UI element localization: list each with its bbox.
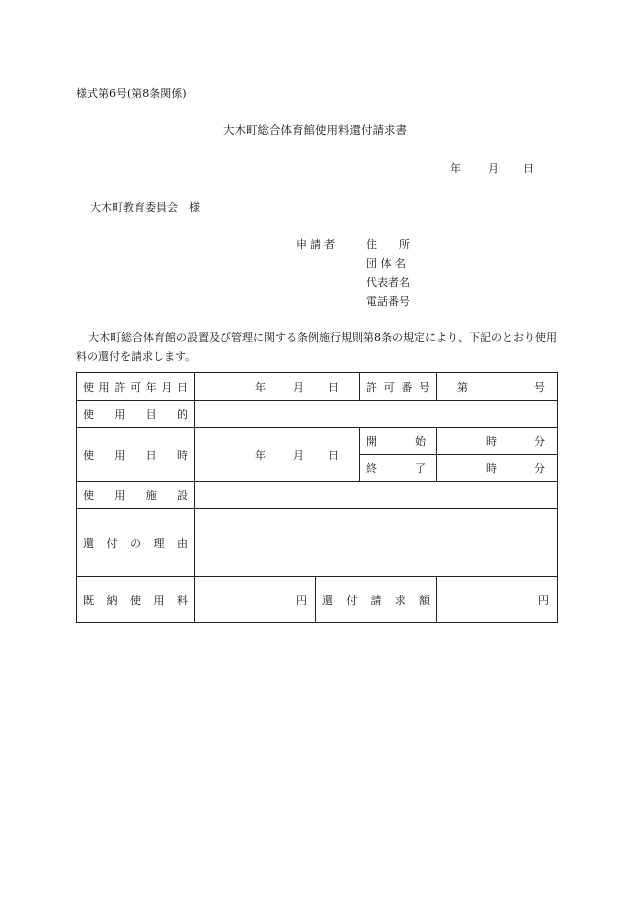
start-time-field[interactable] xyxy=(437,428,558,455)
permit-date-field[interactable] xyxy=(195,373,360,401)
document-title: 大木町総合体育館使用料還付請求書 xyxy=(223,123,407,137)
usage-date-day: 日 xyxy=(328,448,339,462)
permit-number-suffix: 号 xyxy=(534,380,545,394)
applicant-representative-label: 代表者名 xyxy=(366,276,410,289)
end-label: 終了 xyxy=(360,455,437,482)
usage-date-month: 月 xyxy=(293,448,304,462)
purpose-label: 使用目的 xyxy=(77,401,195,428)
applicant-address-label: 住 所 xyxy=(366,238,410,251)
permit-date-month: 月 xyxy=(293,380,304,394)
permit-number-field[interactable] xyxy=(437,373,558,401)
reason-row xyxy=(77,509,558,577)
permit-date-label: 使用許可年月日 xyxy=(77,373,195,401)
end-minute: 分 xyxy=(534,462,545,475)
date-day-label: 日 xyxy=(523,162,534,175)
reason-field[interactable] xyxy=(195,509,558,577)
usage-datetime-label: 使用日時 xyxy=(77,428,195,482)
facility-row xyxy=(77,482,558,509)
refund-form-table xyxy=(76,372,558,623)
applicant-phone-label: 電話番号 xyxy=(366,295,410,308)
date-year-label: 年 xyxy=(450,162,461,175)
date-month-label: 月 xyxy=(488,162,499,175)
purpose-field[interactable] xyxy=(195,401,558,428)
start-hour: 時 xyxy=(486,435,497,448)
fee-row xyxy=(77,577,558,623)
refund-amount-yen: 円 xyxy=(538,593,549,607)
usage-date-field[interactable] xyxy=(195,428,360,482)
paid-fee-field[interactable] xyxy=(195,577,316,623)
paid-fee-yen: 円 xyxy=(296,593,307,607)
request-statement: 大木町総合体育館の設置及び管理に関する条例施行規則第8条の規定により、下記のとおり使用料の還付を請求します。 xyxy=(76,331,557,363)
end-hour: 時 xyxy=(486,462,497,475)
start-label: 開始 xyxy=(360,428,437,455)
facility-field[interactable] xyxy=(195,482,558,509)
usage-date-year: 年 xyxy=(255,448,266,462)
recipient: 大木町教育委員会 様 xyxy=(90,201,200,214)
refund-amount-field[interactable] xyxy=(437,577,558,623)
refund-amount-label: 還付請求額 xyxy=(316,577,437,623)
permit-number-prefix: 第 xyxy=(457,380,468,394)
permit-date-day: 日 xyxy=(328,380,339,394)
permit-date-year: 年 xyxy=(255,380,266,394)
permit-number-label: 許可番号 xyxy=(360,373,437,401)
usage-datetime-row xyxy=(77,428,558,455)
permit-row xyxy=(77,373,558,401)
reason-label: 還付の理由 xyxy=(77,509,195,577)
start-minute: 分 xyxy=(534,435,545,448)
facility-label: 使用施設 xyxy=(77,482,195,509)
applicant-group-label: 団 体 名 xyxy=(366,257,406,270)
form-number: 様式第6号(第8条関係) xyxy=(76,87,187,100)
end-time-field[interactable] xyxy=(437,455,558,482)
purpose-row xyxy=(77,401,558,428)
applicant-label: 申請者 xyxy=(296,238,338,251)
paid-fee-label: 既納使用料 xyxy=(77,577,195,623)
